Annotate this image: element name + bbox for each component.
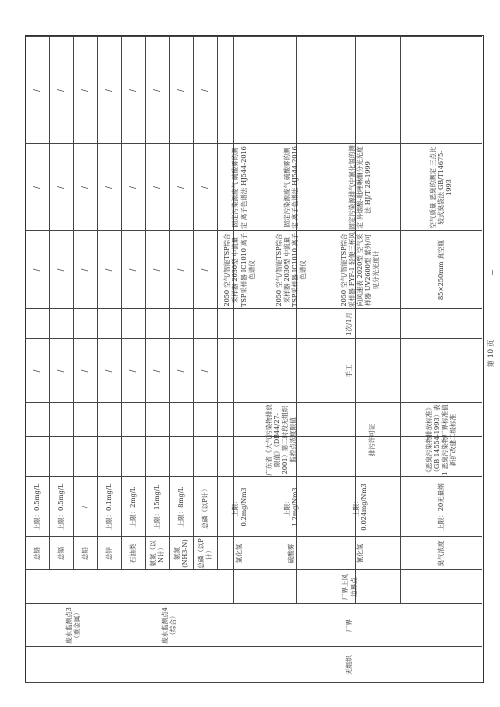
standard-cell: / [128,89,137,92]
limit-cell: 上限：0.5mg/L [32,483,41,531]
indicator-cell: 石油类 [128,543,137,564]
gas-standard-b: 《恶臭污染物排放标准》（GB 14554-1993）表1 恶臭污染物厂界标准值新扩改建二级标准 [424,404,458,476]
method-cell: / [32,186,41,189]
gas-limit: 上限：20无量纲 [436,483,445,531]
equipment-cell: / [152,268,161,272]
limit-cell: 总磷（以P计） [200,485,209,529]
method-cell: / [200,186,209,189]
gas-method: 固定污染源废气 硫酸雾的测定 离子色谱法 HJ544-2016 [231,146,248,229]
gas-equipment: 2050 空气/智能TSP综合采样器 2030型 中流量TSP采样器 IC1010 离子色谱仪 [223,233,256,307]
equipment-cell: / [200,268,209,272]
limit-cell: 上限：8mg/L [176,486,185,528]
gas-indicator: 氯化氢 [235,543,244,564]
standard-cell: / [32,89,41,92]
page-number: 第 10 页 [487,339,495,368]
category-cell: 无组织 [345,655,354,675]
limit-cell: 上限：0.5mg/L [56,483,65,531]
indicator-cell: 氨氮（以N计） [148,540,165,567]
gas-limit: 上限：0.024mg/Nm3 [351,483,368,531]
indicator-cell: 总锌 [104,547,113,560]
equipment-cell: / [104,268,113,272]
indicator-cell: 总铬 [32,547,41,560]
freq-cell: / [104,369,113,373]
equipment-cell: / [56,268,65,272]
monitor-point-3: 废水监测点3（重金属） [64,607,81,644]
limit-cell: 上限：15mg/L [152,484,161,530]
indicator-cell: 总镉 [56,547,65,560]
method-cell: / [152,186,161,189]
indicator-cell: 总磷（以P计） [196,538,213,569]
location-cell: 厂界 [345,619,354,632]
gas-indicator: 臭气浓度 [436,540,445,567]
standard-cell: / [56,89,65,92]
standard-cell: / [104,89,113,92]
freq-cell: / [152,369,161,373]
point-cell: 厂界上风边界点 [341,574,358,600]
standard-cell: / [152,89,161,92]
freq-cell: / [32,369,41,373]
limit-cell: / [80,505,89,509]
gas-equipment: 85×250mm 真空瓶 [436,239,445,301]
freq-cell: / [128,369,137,373]
monitor-point-4: 废水监测点4（综合） [160,607,177,644]
equipment-cell: / [128,268,137,272]
freq-cell: / [56,369,65,373]
gas-equipment: 2050 空气/智能TSP综合采样器 2030型 中流量TSP采样器 IC1010 离子色谱仪 [274,233,308,307]
mode-cell: 手工 [345,364,354,378]
equipment-cell: / [32,268,41,272]
limit-cell: 上限：0.1mg/L [104,483,113,531]
standard-cell: / [200,89,209,92]
method-cell: / [80,186,89,189]
method-cell: / [128,186,137,189]
freq-cell: / [200,369,209,373]
gas-indicator: 氰化氢 [355,543,364,564]
equipment-cell: / [176,268,185,272]
standard-cell: / [176,89,185,92]
cert-cell: 排污许可证 [368,423,377,457]
freq-cell: 1次/1月 [345,312,354,336]
gas-limit: 上限：1.2mg/Nm3 [282,487,299,527]
method-cell: / [176,186,185,189]
standard-cell: / [80,89,89,92]
freq-cell: / [80,369,89,373]
limit-cell: 上限：2mg/L [128,486,137,528]
equipment-cell: / [80,268,89,272]
scan-mark [492,270,493,275]
gas-equipment: 2050 空气/智能TSP综合采样器 FYF-1 轻便三杯风向风速表 2020型 空气采样器 UV2600型 紫外/可见分光光度计 [339,232,381,308]
gas-standard-a: 广东省《大气污染物排放限值》（DB44/27-2001）第二时段无组织监控点浓度限值 [264,404,298,476]
method-cell: / [56,186,65,189]
gas-method: 固定污染源排气中氰化氢的测定 异烟酸-吡唑啉酮分光光度法 HJ/T 28-1999 [347,145,373,230]
gas-method: 空气质量 恶臭的测定 三点比较式臭袋法 GB/T14675-1993 [428,146,454,229]
gas-method: 固定污染源废气 硫酸雾的测定 离子色谱法 HJ544-2016 [282,146,299,229]
indicator-cell: 总铅 [80,547,89,560]
gas-indicator: 硫酸雾 [286,543,295,564]
freq-cell: / [176,369,185,373]
indicator-cell: 氨氮(NH3-N) [172,539,189,568]
method-cell: / [104,186,113,189]
gas-limit: 上限：0.2mg/Nm3 [231,487,248,527]
